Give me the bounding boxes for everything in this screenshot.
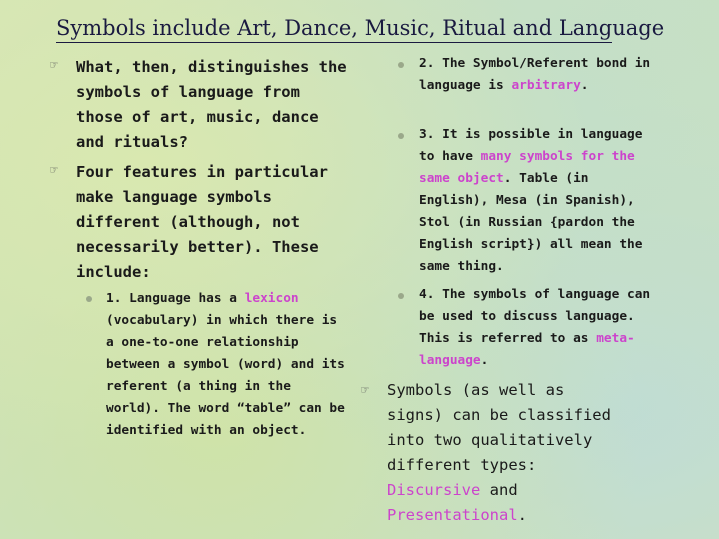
bullet-distinguish: What, then, distinguishes the symbols of language from those of art, music, dance and rituals? (76, 58, 347, 151)
pointing-hand-icon: ☞ (50, 163, 58, 178)
feature-meta-language: 4. The symbols of language can be used to discuss language. This is referred to as meta-language. (419, 287, 651, 368)
term-arbitrary: arbitrary (511, 78, 581, 93)
sub-bullet-dot-icon (398, 133, 404, 139)
slide-title: Symbols include Art, Dance, Music, Ritual and Language (56, 16, 665, 40)
sub-bullet-dot-icon (398, 62, 404, 68)
bullet-classification: Symbols (as well as signs) can be classified into two qualitatively different types: Discursive and Presentational. (387, 381, 611, 524)
feature-arbitrary: 2. The Symbol/Referent bond in language is arbitrary. (419, 56, 651, 93)
feature-many-symbols: 3. It is possible in language to have many symbols for the same object. Table (in English), Mesa (in Spanish), Stol (in Russian {pardon the English script}) all mean the same thing. (419, 127, 643, 274)
term-meta-language: meta-language (419, 331, 635, 368)
title-underline (56, 42, 612, 43)
term-lexicon: lexicon (244, 291, 299, 306)
sub-bullet-dot-icon (398, 293, 404, 299)
pointing-hand-icon: ☞ (361, 383, 369, 398)
sub-bullet-dot-icon (86, 296, 92, 302)
term-many-symbols: many symbols for the same object (419, 149, 635, 186)
term-discursive: Discursive (387, 481, 481, 499)
pointing-hand-icon: ☞ (50, 58, 58, 73)
feature-lexicon: 1. Language has a lexicon (vocabulary) in which there is a one-to-one relationship between a symbol (word) and its referent (a thing in the world). The word “table” can be identified with an object. (106, 291, 345, 438)
bullet-four-features: Four features in particular make language symbols different (although, not necessarily better). These include: (76, 163, 328, 281)
term-presentational: Presentational (387, 506, 518, 524)
